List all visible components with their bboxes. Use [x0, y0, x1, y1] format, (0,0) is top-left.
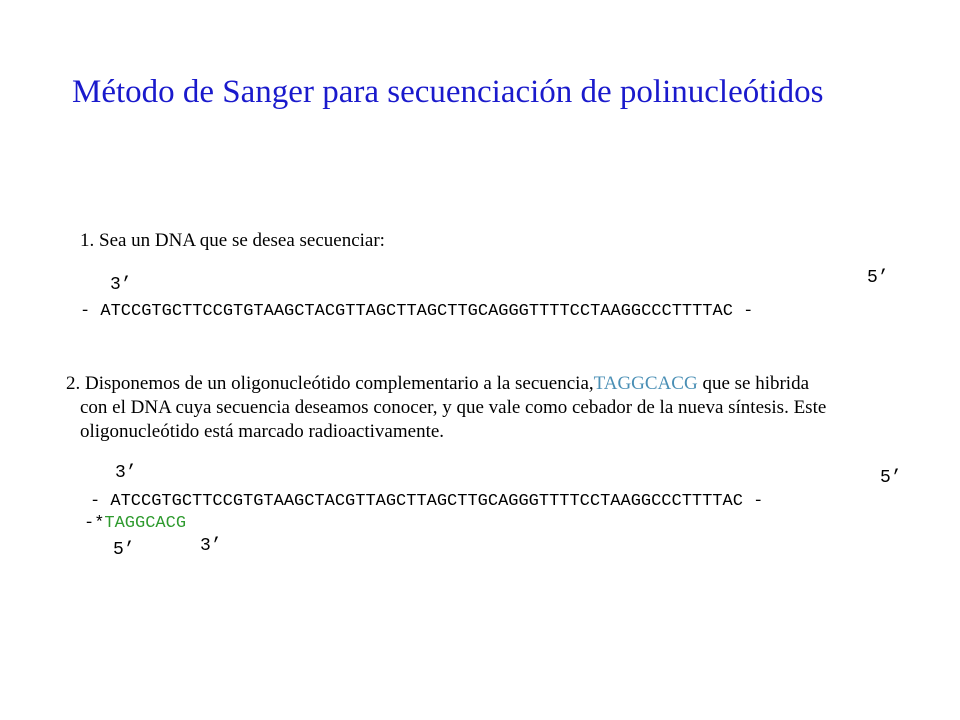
step2-5prime-bottom-label: 5’ [113, 540, 135, 560]
primer-sequence: TAGGCACG [104, 514, 187, 533]
primer-prefix: -* [84, 514, 105, 533]
step2-3prime-bottom-label: 3’ [200, 536, 222, 556]
step2-line1-pre: 2. Disponemos de un oligonucleótido complementario a la secuencia, [66, 373, 594, 394]
step2-line2: con el DNA cuya secuencia deseamos conocer, y que vale como cebador de la nueva síntesis. Este [80, 397, 827, 418]
step1-text: 1. Sea un DNA que se desea secuenciar: [80, 230, 385, 251]
step1-5prime-label: 5’ [867, 268, 889, 288]
step2-text [66, 372, 946, 444]
step2-dna-sequence: - ATCCGTGCTTCCGTGTAAGCTACGTTAGCTTAGCTTGCAGGGTTTTCCTAAGGCCCTTTTAC - [90, 492, 764, 511]
slide-title: Método de Sanger para secuenciación de polinucleótidos [72, 74, 824, 110]
step2-line1-post: que se hibrida [697, 373, 810, 394]
step1-3prime-label: 3’ [110, 275, 132, 295]
step2-primer [84, 514, 186, 533]
oligo-highlight: TAGGCACG [593, 373, 698, 394]
step2-line3: oligonucleótido está marcado radioactivamente. [80, 421, 445, 442]
step1-dna-sequence: - ATCCGTGCTTCCGTGTAAGCTACGTTAGCTTAGCTTGCAGGGTTTTCCTAAGGCCCTTTTAC - [80, 302, 754, 321]
step2-3prime-top-label: 3’ [115, 463, 137, 483]
step2-5prime-top-label: 5’ [880, 468, 902, 488]
step2-line1 [66, 372, 946, 396]
